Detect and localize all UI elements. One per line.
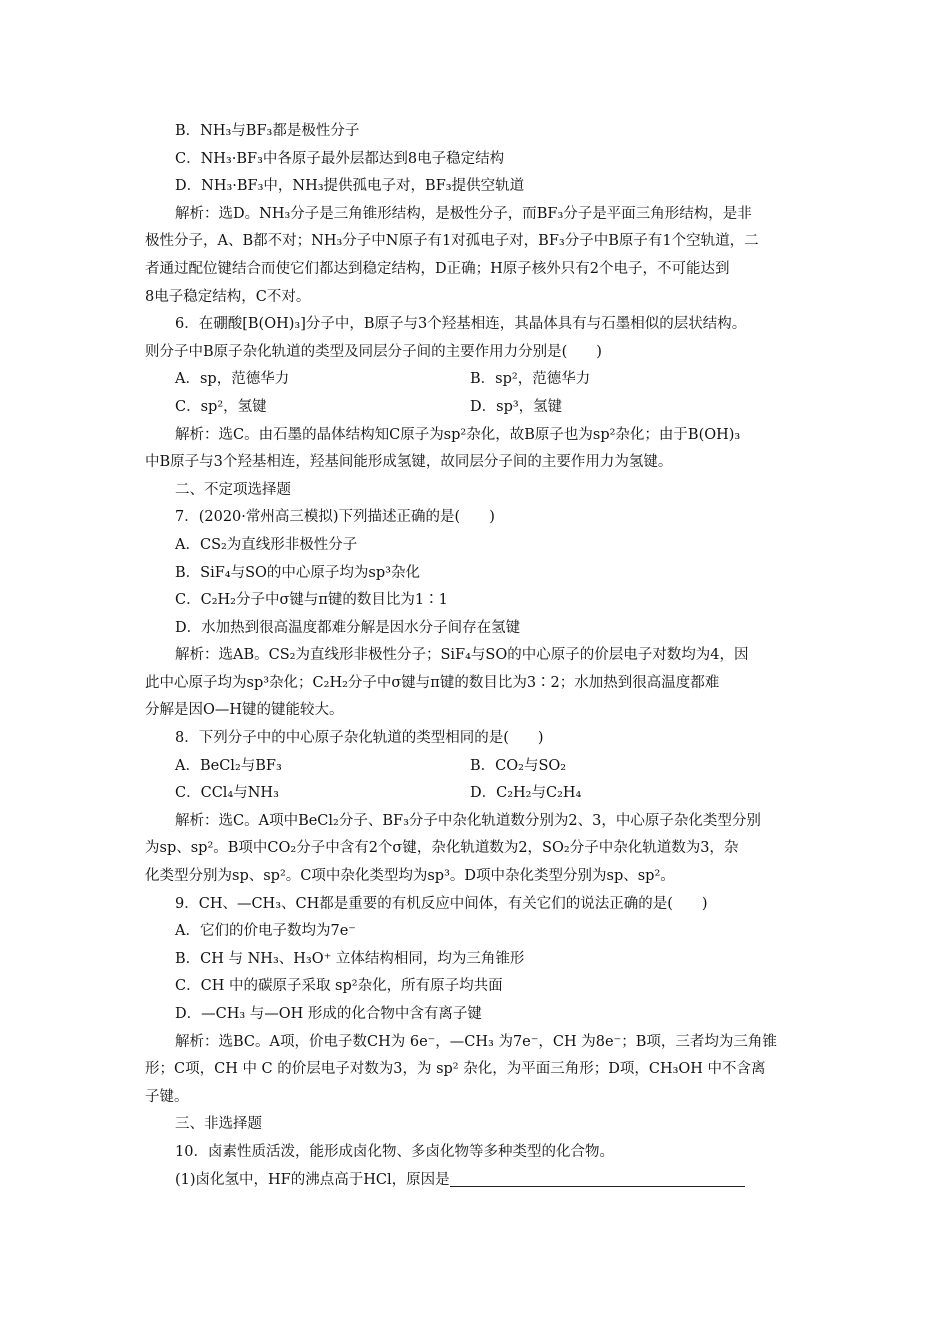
document-body [145,118,813,1194]
q10-stem: 10．卤素性质活泼，能形成卤化物、多卤化物等多种类型的化合物。 [175,1143,614,1160]
q6-analysis-line-1: 解析：选C。由石墨的晶体结构知C原子为sp²杂化，故B原子也为sp²杂化；由于B(OH)₃ [175,426,741,443]
q6-option-c: C．sp²，氢键 [175,398,267,415]
option-d-line: D．NH₃·BF₃中，NH₃提供孤电子对，BF₃提供空轨道 [175,178,525,195]
q9-analysis-line-1: 解析：选BC。A项，价电子数CH为 6e⁻，—CH₃ 为7e⁻，CH 为8e⁻；B项，三者均为三角锥 [175,1033,777,1050]
q8-stem: 8．下列分子中的中心原子杂化轨道的类型相同的是( ) [175,730,544,747]
section-heading-3: 三、非选择题 [175,1116,262,1133]
q5-analysis-line-4: 8电子稳定结构，C不对。 [145,288,311,305]
q8-option-c: C．CCl₄与NH₃ [175,785,279,802]
section-heading-2: 二、不定项选择题 [175,481,291,498]
q7-analysis-line-2: 此中心原子均为sp³杂化；C₂H₂分子中σ键与π键的数目比为3∶2；水加热到很高温度都难 [145,674,720,691]
q7-option-b: B．SiF₄与SO的中心原子均为sp³杂化 [175,564,420,581]
q9-option-d: D．—CH₃ 与—OH 形成的化合物中含有离子键 [175,1006,482,1022]
q5-analysis-line-2: 极性分子，A、B都不对；NH₃分子中N原子有1对孤电子对，BF₃分子中B原子有1个空轨道，二 [145,233,759,250]
q10-part-1-text: (1)卤化氢中，HF的沸点高于HCl，原因是 [175,1171,450,1188]
q7-analysis-line-3: 分解是因O—H键的键能较大。 [145,702,344,719]
q9-stem: 9．CH、—CH₃、CH都是重要的有机反应中间体，有关它们的说法正确的是( ) [175,895,708,912]
q7-option-d: D．水加热到很高温度都难分解是因水分子间存在氢键 [175,619,521,636]
q9-option-c: C．CH 中的碳原子采取 sp²杂化，所有原子均共面 [175,978,503,995]
q6-option-a: A．sp，范德华力 [175,371,290,388]
q8-options-row-2 [145,780,813,808]
q10-part-1 [145,1167,813,1195]
q6-analysis-line-2: 中B原子与3个羟基相连，羟基间能形成氢键，故同层分子间的主要作用力为氢键。 [145,454,673,471]
q6-options-row-1 [145,366,813,394]
q6-stem-line-1: 6．在硼酸[B(OH)₃]分子中，B原子与3个羟基相连，其晶体具有与石墨相似的层状结构。 [175,316,747,333]
q6-stem-line-2: 则分子中B原子杂化轨道的类型及同层分子间的主要作用力分别是( ) [145,343,602,360]
q8-analysis-line-3: 化类型分别为sp、sp²。C项中杂化类型均为sp³。D项中杂化类型分别为sp、sp²。 [145,868,675,885]
q6-option-d: D．sp³，氢键 [470,398,563,415]
q8-analysis-line-1: 解析：选C。A项中BeCl₂分子、BF₃分子中杂化轨道数分别为2、3，中心原子杂化类型分别 [175,812,761,829]
option-c-line: C．NH₃·BF₃中各原子最外层都达到8电子稳定结构 [175,150,505,167]
q9-option-a: A．它们的价电子数均为7e⁻ [175,923,356,940]
q6-options-row-2 [145,394,813,422]
q7-stem: 7．(2020·常州高三模拟)下列描述正确的是( ) [175,509,495,526]
q7-option-c: C．C₂H₂分子中σ键与π键的数目比为1∶1 [175,592,448,609]
answer-blank [450,1169,745,1187]
q9-analysis-line-3: 子键。 [145,1088,189,1105]
q8-analysis-line-2: 为sp、sp²。B项中CO₂分子中含有2个σ键，杂化轨道数为2，SO₂分子中杂化轨道数为3，杂 [145,840,739,857]
q8-option-a: A．BeCl₂与BF₃ [175,757,282,774]
option-b-line: B．NH₃与BF₃都是极性分子 [175,123,360,139]
q5-analysis-line-3: 者通过配位键结合而使它们都达到稳定结构，D正确；H原子核外只有2个电子，不可能达到 [145,260,730,277]
q7-option-a: A．CS₂为直线形非极性分子 [175,536,358,553]
q7-analysis-line-1: 解析：选AB。CS₂为直线形非极性分子；SiF₄与SO的中心原子的价层电子对数均为4，因 [175,647,749,664]
q5-analysis-line-1: 解析：选D。NH₃分子是三角锥形结构，是极性分子，而BF₃分子是平面三角形结构，是非 [175,205,752,222]
q8-option-b: B．CO₂与SO₂ [470,757,567,774]
q9-analysis-line-2: 形；C项，CH 中 C 的价层电子对数为3，为 sp² 杂化，为平面三角形；D项，CH₃OH 中不含离 [145,1061,766,1078]
q6-option-b: B．sp²，范德华力 [470,371,591,388]
q8-options-row-1 [145,753,813,781]
q8-option-d: D．C₂H₂与C₂H₄ [470,785,582,802]
q9-option-b: B．CH 与 NH₃、H₃O⁺ 立体结构相同，均为三角锥形 [175,950,525,967]
